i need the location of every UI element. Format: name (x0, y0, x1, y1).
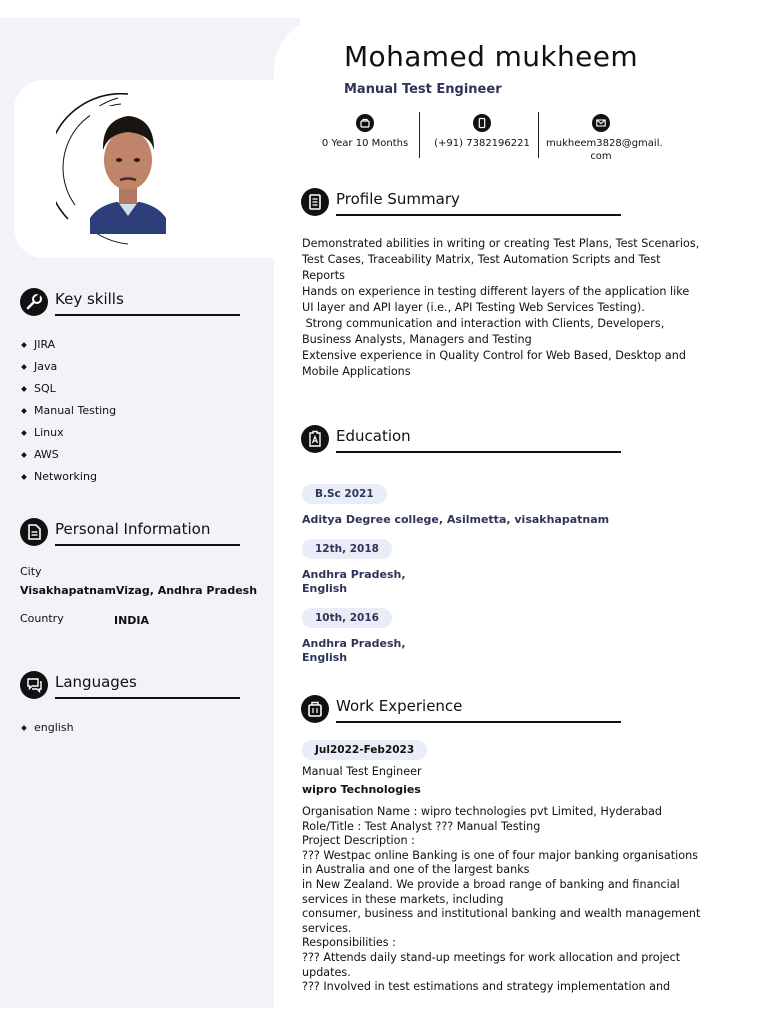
languages-list (20, 721, 74, 743)
summary-paragraph: Hands on experience in testing different layers of the application like UI layer and API layer (i.e., API Testing Web Services Testing). (302, 285, 690, 314)
education-year-badge: B.Sc 2021 (302, 484, 387, 504)
briefcase-icon (356, 114, 374, 132)
section-underline (55, 697, 240, 699)
personal-information-title: Personal Information (55, 520, 211, 538)
list-item: Networking (20, 470, 116, 492)
bag-icon (301, 695, 329, 723)
summary-paragraph: Extensive experience in Quality Control for Web Based, Desktop and Mobile Applications (302, 349, 686, 378)
education-heading (301, 425, 626, 459)
email-contact (546, 112, 663, 162)
education-year-badge: 10th, 2016 (302, 608, 392, 628)
mail-icon (592, 114, 610, 132)
list-item: english (20, 721, 74, 743)
chat-bubbles-icon (20, 671, 48, 699)
languages-heading (20, 671, 245, 705)
work-experience-title: Work Experience (336, 697, 463, 715)
experience-line: ??? Attends daily stand-up meetings for work allocation and project updates. (302, 950, 681, 979)
experience-company: wipro Technologies (302, 783, 421, 796)
list-item: Java (20, 360, 116, 382)
document-icon (301, 188, 329, 216)
education-title: Education (336, 427, 411, 445)
experience-line: Role/Title : Test Analyst ??? Manual Testing (302, 819, 541, 833)
summary-paragraph: Strong communication and interaction with Clients, Developers, Business Analysts, Managers and Testing (302, 317, 668, 346)
experience-line: Organisation Name : wipro technologies pvt Limited, Hyderabad (302, 805, 662, 818)
profile-summary-heading (301, 188, 626, 222)
list-item: Manual Testing (20, 404, 116, 426)
candidate-name: Mohamed mukheem (344, 40, 639, 73)
key-skills-list (20, 338, 116, 492)
work-experience-heading (301, 695, 626, 729)
phone-contact (426, 112, 538, 162)
experience-text: 0 Year 10 Months (321, 138, 409, 149)
country-value: INDIA (114, 614, 150, 627)
section-underline (55, 544, 240, 546)
profile-photo (90, 106, 166, 234)
list-item: SQL (20, 382, 116, 404)
phone-text: (+91) 7382196221 (434, 138, 530, 149)
phone-icon (473, 114, 491, 132)
profile-summary-title: Profile Summary (336, 190, 460, 208)
experience-line: ??? Involved in test estimations and strategy implementation and (302, 980, 671, 994)
profile-summary-text (302, 236, 704, 380)
list-item: Linux (20, 426, 116, 448)
education-year-badge: 12th, 2018 (302, 539, 392, 559)
experience-description (302, 805, 707, 995)
section-underline (55, 314, 240, 316)
contact-divider (419, 112, 420, 158)
key-skills-title: Key skills (55, 290, 124, 308)
experience-line: ??? Westpac online Banking is one of four major banking organisations in Australia and one of the largest banks (302, 848, 699, 877)
languages-title: Languages (55, 673, 137, 691)
experience-line: Project Description : (302, 834, 415, 848)
summary-paragraph: Demonstrated abilities in writing or creating Test Plans, Test Scenarios, Test Cases, Traceability Matrix, Test Automation Scripts and Test Reports (302, 237, 700, 282)
certificate-icon (301, 425, 329, 453)
contact-divider (538, 112, 539, 158)
city-label: City (20, 565, 42, 578)
experience-line: Responsibilities : (302, 936, 396, 950)
education-institution: Aditya Degree college, Asilmetta, visakhapatnam (302, 513, 610, 526)
experience-line: in New Zealand. We provide a broad range of banking and financial services in these markets, including (302, 877, 680, 906)
experience-role: Manual Test Engineer (302, 765, 422, 778)
country-label: Country (20, 612, 64, 625)
list-item: AWS (20, 448, 116, 470)
personal-information-heading (20, 518, 245, 552)
section-underline (336, 214, 621, 216)
experience-contact (316, 112, 414, 162)
wrench-icon (20, 288, 48, 316)
id-card-icon (20, 518, 48, 546)
email-text: mukheem3828@gmail. com (546, 138, 663, 162)
experience-line: consumer, business and institutional banking and wealth management services. (302, 907, 701, 935)
experience-period-badge: Jul2022-Feb2023 (302, 740, 427, 760)
key-skills-heading (20, 288, 245, 322)
city-value: VisakhapatnamVizag, Andhra Pradesh (20, 584, 258, 597)
list-item: JIRA (20, 338, 116, 360)
section-underline (336, 451, 621, 453)
education-institution: Andhra Pradesh, English (302, 568, 406, 595)
section-underline (336, 721, 621, 723)
education-institution: Andhra Pradesh, English (302, 637, 406, 664)
job-title: Manual Test Engineer (344, 82, 502, 97)
